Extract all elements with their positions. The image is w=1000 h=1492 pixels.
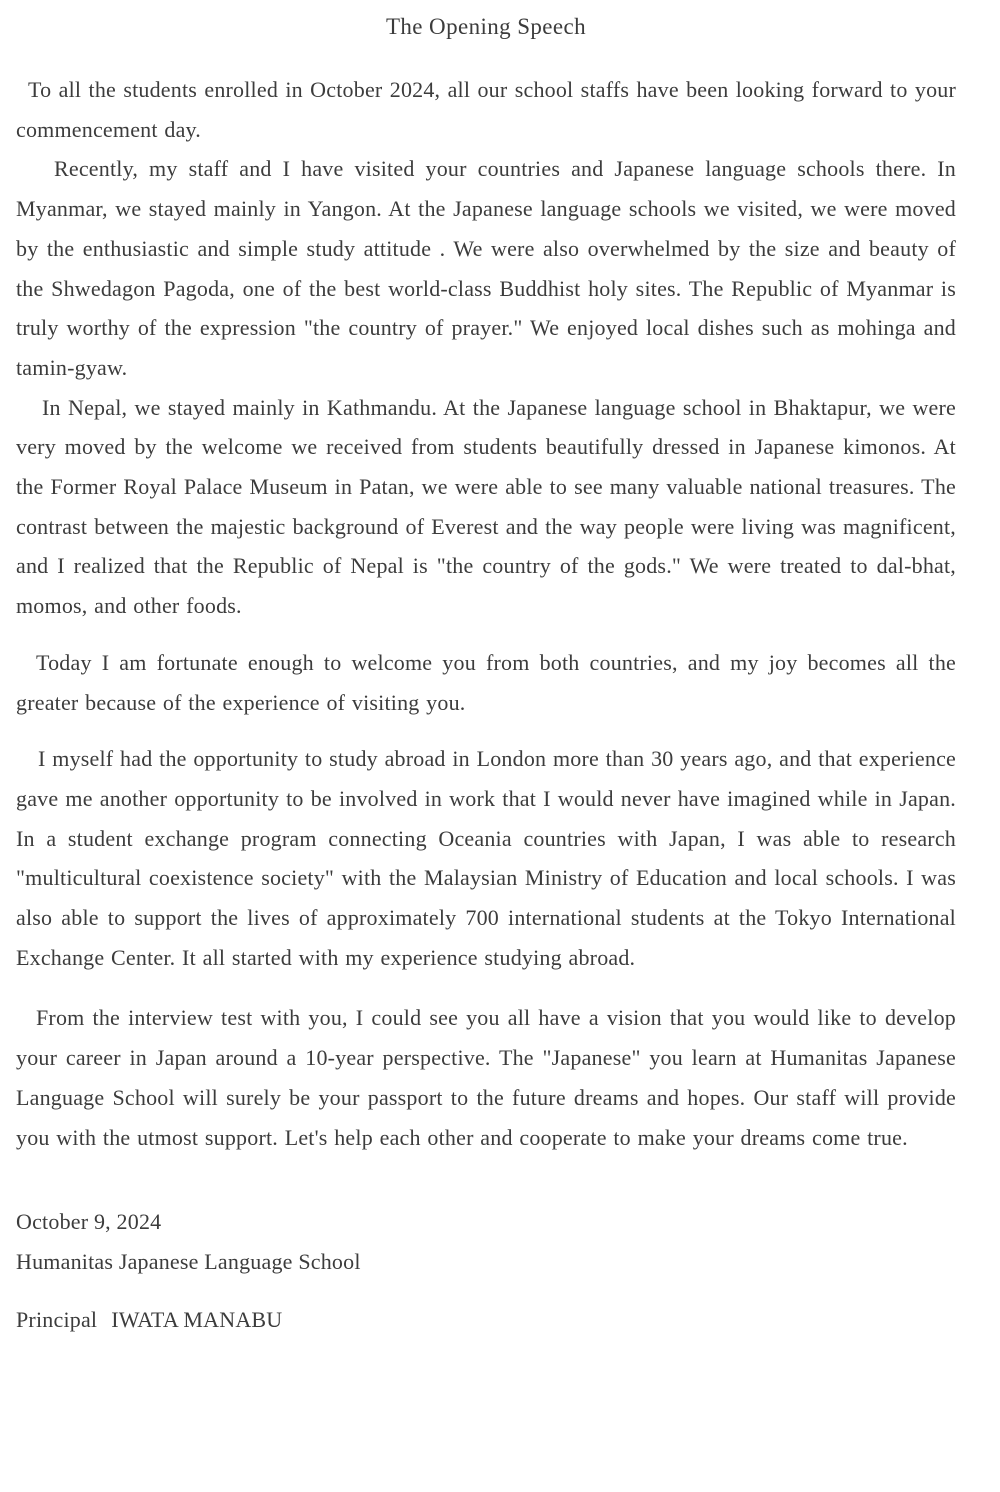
principal-role: Principal xyxy=(16,1306,98,1332)
document-title: The Opening Speech xyxy=(385,14,587,39)
document-body xyxy=(16,70,956,1157)
paragraph-greeting: To all the students enrolled in October 2024, all our school staffs have been looking forward to your commencement day. xyxy=(16,77,956,142)
principal-name: IWATA MANABU xyxy=(111,1306,283,1332)
paragraph-nepal-visit: In Nepal, we stayed mainly in Kathmandu. At the Japanese language school in Bhaktapur, we were very moved by the welcome we received from students beautifully dressed in Japanese kimonos. At the Former Royal Palace Museum in Patan, we were able to see many valuable national treasures. The contrast between the majestic background of Everest and the way people were living was magnificent, and I realized that the Republic of Nepal is "the country of the gods." We were treated to dal-bhat, momos, and other foods. xyxy=(16,394,956,619)
signature-block xyxy=(16,1202,956,1339)
date-line: October 9, 2024 xyxy=(16,1209,162,1235)
school-name: Humanitas Japanese Language School xyxy=(16,1248,361,1274)
principal-line xyxy=(16,1300,956,1340)
paragraph-closing: From the interview test with you, I could see you all have a vision that you would like to develop your career in Japan around a 10-year perspective. The "Japanese" you learn at Humanitas Japanese Language School will surely be your passport to the future dreams and hopes. Our staff will provide you with the utmost support. Let's help each other and cooperate to make your dreams come true. xyxy=(16,1005,956,1150)
paragraph-myanmar-visit: Recently, my staff and I have visited your countries and Japanese language schools there. In Myanmar, we stayed mainly in Yangon. At the Japanese language schools we visited, we were moved by the enthusiastic and simple study attitude . We were also overwhelmed by the size and beauty of the Shwedagon Pagoda, one of the best world-class Buddhist holy sites. The Republic of Myanmar is truly worthy of the expression "the country of prayer." We enjoyed local dishes such as mohinga and tamin-gyaw. xyxy=(16,156,956,380)
paragraph-welcome: Today I am fortunate enough to welcome you from both countries, and my joy becomes all the greater because of the experience of visiting you. xyxy=(16,649,956,715)
paragraph-study-abroad: I myself had the opportunity to study abroad in London more than 30 years ago, and that experience gave me another opportunity to be involved in work that I would never have imagined while in Japan. In a student exchange program connecting Oceania countries with Japan, I was able to research "multicultural coexistence society" with the Malaysian Ministry of Education and local schools. I was also able to support the lives of approximately 700 international students at the Tokyo International Exchange Center. It all started with my experience studying abroad. xyxy=(16,746,956,970)
